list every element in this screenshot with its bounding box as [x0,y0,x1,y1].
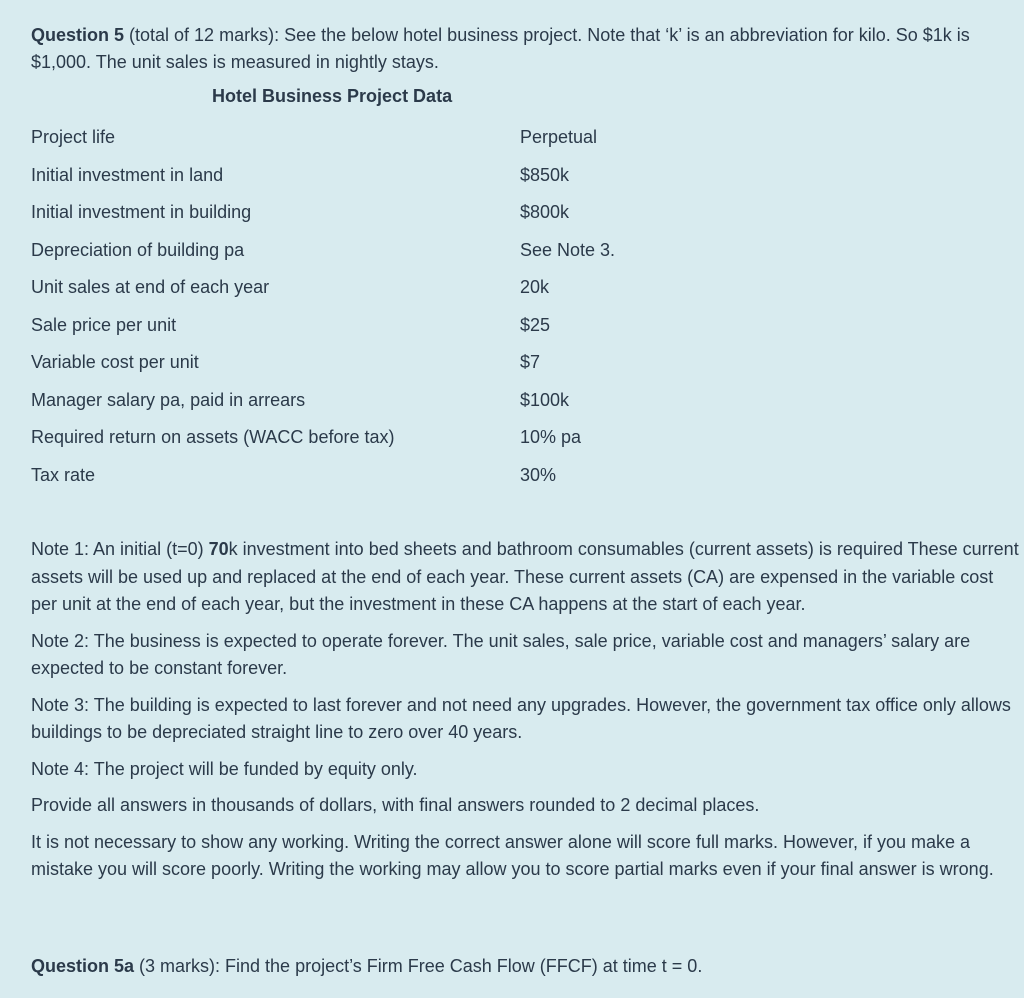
row-value: $800k [520,202,570,222]
row-value: Perpetual [520,127,598,147]
row-value: $25 [520,315,551,335]
row-label: Unit sales at end of each year [31,277,270,297]
table-row [31,123,731,151]
row-label: Required return on assets (WACC before tax) [31,427,395,447]
row-value: $7 [520,352,541,372]
question-intro-text: (total of 12 marks): See the below hotel business project. Note that ‘k’ is an abbreviation for kilo. So $1k is $1,000. The unit sales is measured in nightly stays. [31,25,970,72]
row-value: $100k [520,390,570,410]
instruction-units: Provide all answers in thousands of dollars, with final answers rounded to 2 decimal places. [31,795,760,815]
table-row [31,236,731,264]
row-label: Depreciation of building pa [31,240,245,260]
instruction-working: It is not necessary to show any working. Writing the correct answer alone will score full marks. However, if you make a mistake you will score poorly. Writing the working may allow you to score partial marks even if your final answer is wrong. [31,831,994,879]
question-number: Question 5 [31,25,125,45]
table-row [31,348,731,376]
table-row [31,311,731,339]
note-1-start: Note 1: An initial (t=0) [31,539,209,559]
row-value: 10% pa [520,427,582,447]
note-2: Note 2: The business is expected to operate forever. The unit sales, sale price, variable cost and managers’ salary are expected to be constant forever. [31,630,971,678]
row-label: Tax rate [31,465,96,485]
table-row [31,198,731,226]
row-label: Variable cost per unit [31,352,199,372]
row-label: Initial investment in building [31,202,252,222]
table-row [31,161,731,189]
note-1-rest: k investment into bed sheets and bathroom consumables (current assets) is required These current assets will be used up and replaced at the end of each year. These current assets (CA) are expensed in the variable cost per unit at the end of each year, but the investment in these CA happens at the start of each year. [31,539,1019,614]
row-label: Initial investment in land [31,165,224,185]
table-row [31,461,731,489]
table-row [31,423,731,451]
row-value: 30% [520,465,557,485]
table-row [31,273,731,301]
subquestion-label: Question 5a [31,956,135,976]
row-value: See Note 3. [520,240,616,260]
note-1 [31,536,1023,619]
table-row [31,386,731,414]
notes-section [31,536,1023,893]
row-label: Sale price per unit [31,315,177,335]
subquestion [31,953,702,980]
row-value: 20k [520,277,550,297]
note-4: Note 4: The project will be funded by equity only. [31,758,418,779]
note-3: Note 3: The building is expected to last forever and not need any upgrades. However, the government tax office only allows buildings to be depreciated straight line to zero over 40 years. [31,694,1011,742]
row-value: $850k [520,165,570,185]
table-title: Hotel Business Project Data [212,86,453,106]
note-1-amount: 70 [208,539,229,559]
subquestion-text: (3 marks): Find the project’s Firm Free Cash Flow (FFCF) at time t = 0. [134,956,703,976]
question-intro [31,22,1016,76]
row-label: Project life [31,127,116,147]
row-label: Manager salary pa, paid in arrears [31,390,306,410]
